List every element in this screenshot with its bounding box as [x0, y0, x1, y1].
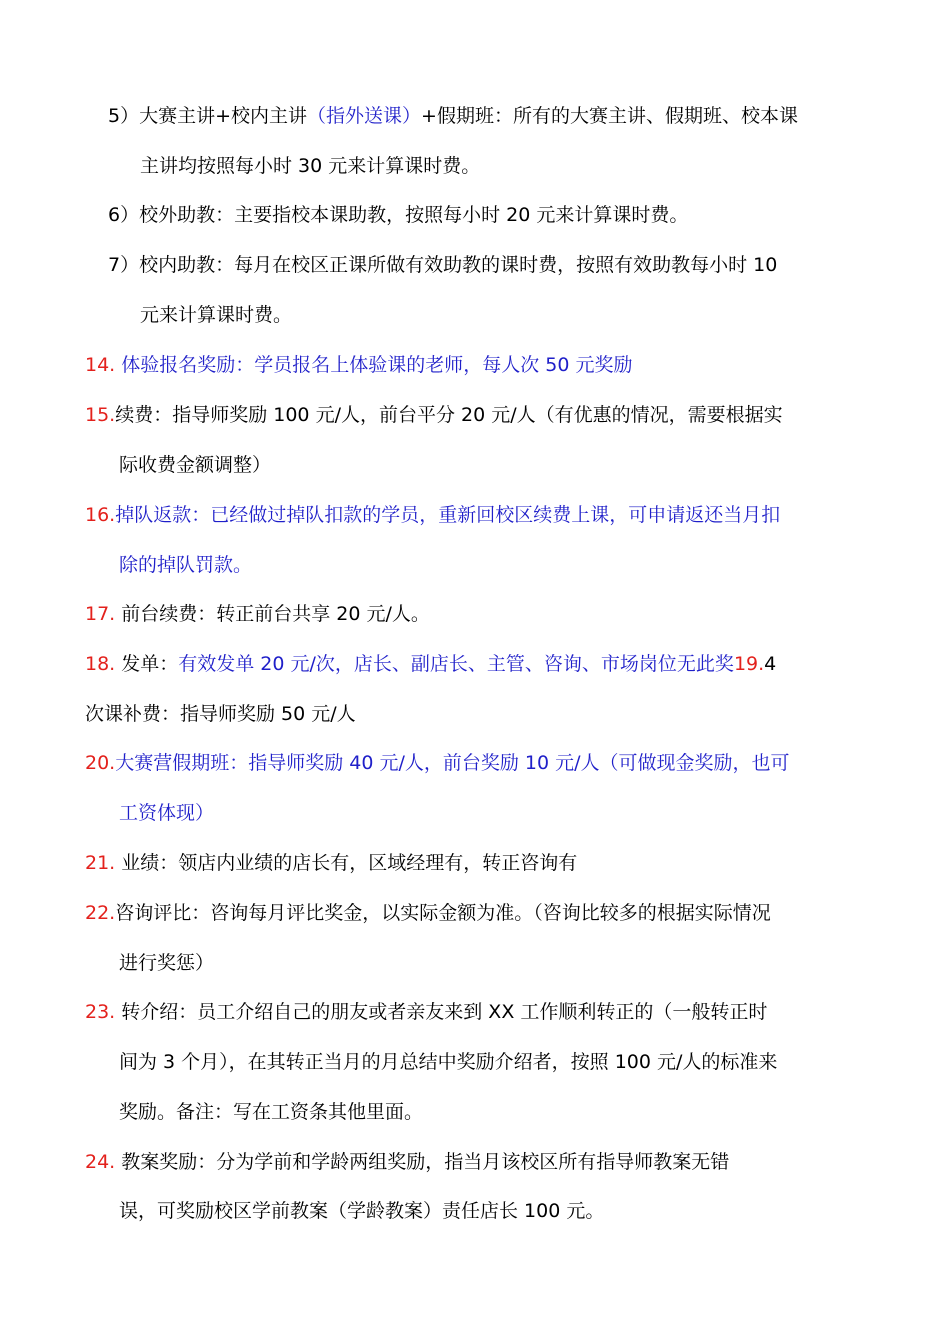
item-16-line-1	[85, 502, 780, 528]
item-23-text-2: 间为 3 个月），在其转正当月的月总结中奖励介绍者，按照 100 元/人的标准来	[119, 1051, 778, 1073]
item-14-line	[85, 352, 633, 378]
item-5-line-1	[108, 103, 798, 129]
item-19-number: 19.	[733, 653, 765, 675]
item-17-number: 17.	[85, 603, 116, 625]
item-5-text-2: 主讲均按照每小时 30 元来计算课时费。	[140, 155, 481, 177]
item-20-number: 20.	[85, 752, 116, 774]
item-16-number: 16.	[85, 504, 116, 526]
item-14-text: 体验报名奖励：学员报名上体验课的老师，每人次 50 元奖励	[115, 354, 633, 376]
item-21-text: 业绩：领店内业绩的店长有，区域经理有，转正咨询有	[115, 852, 578, 874]
item-16-text-2: 除的掉队罚款。	[119, 554, 253, 576]
item-19-text-start: 4	[764, 653, 777, 675]
item-18-text: 有效发单 20 元/次，店长、副店长、主管、咨询、市场岗位无此奖	[178, 653, 734, 675]
item-5-note: （指外送课）	[307, 105, 422, 127]
item-23-line-1	[85, 999, 767, 1025]
item-20-line-2	[119, 800, 214, 826]
item-24-number: 24.	[85, 1151, 116, 1173]
item-17-line	[85, 601, 430, 627]
item-14-number: 14.	[85, 354, 116, 376]
item-6-text: 6）校外助教：主要指校本课助教，按照每小时 20 元来计算课时费。	[108, 204, 689, 226]
item-22-line-1	[85, 900, 771, 926]
item-20-line-1	[85, 750, 790, 776]
item-17-text: 前台续费：转正前台共享 20 元/人。	[115, 603, 430, 625]
item-24-line-1	[85, 1149, 729, 1175]
item-21-number: 21.	[85, 852, 116, 874]
item-23-text-3: 奖励。备注：写在工资条其他里面。	[119, 1101, 424, 1123]
item-7-text: 7）校内助教：每月在校区正课所做有效助教的课时费，按照有效助教每小时 10	[108, 254, 778, 276]
item-15-text-2: 际收费金额调整）	[119, 454, 272, 476]
item-7-line-1	[108, 252, 777, 278]
item-20-text-2: 工资体现）	[119, 802, 215, 824]
item-15-number: 15.	[85, 404, 116, 426]
item-7-line-2	[140, 302, 292, 328]
item-18-line	[85, 651, 776, 677]
item-23-line-3	[119, 1099, 423, 1125]
item-21-line	[85, 850, 577, 876]
item-24-line-2	[119, 1198, 604, 1224]
item-15-text: 续费：指导师奖励 100 元/人，前台平分 20 元/人（有优惠的情况，需要根据实	[115, 404, 783, 426]
item-22-number: 22.	[85, 902, 116, 924]
item-16-text: 掉队返款：已经做过掉队扣款的学员，重新回校区续费上课，可申请返还当月扣	[115, 504, 781, 526]
item-23-number: 23.	[85, 1001, 116, 1023]
item-16-line-2	[119, 552, 252, 578]
item-19-text: 次课补费：指导师奖励 50 元/人	[85, 703, 356, 725]
item-24-text-2: 误，可奖励校区学前教案（学龄教案）责任店长 100 元。	[119, 1200, 605, 1222]
item-23-text: 转介绍：员工介绍自己的朋友或者亲友来到 XX 工作顺利转正的（一般转正时	[115, 1001, 768, 1023]
item-18-number: 18.	[85, 653, 116, 675]
item-7-text-2: 元来计算课时费。	[140, 304, 293, 326]
item-23-line-2	[119, 1049, 777, 1075]
item-18-label: 发单：	[115, 653, 179, 675]
item-20-text: 大赛营假期班：指导师奖励 40 元/人，前台奖励 10 元/人（可做现金奖励，也可	[115, 752, 790, 774]
item-15-line-2	[119, 452, 271, 478]
item-5-line-2	[140, 153, 480, 179]
item-19-line	[85, 701, 356, 727]
item-22-text: 咨询评比：咨询每月评比奖金，以实际金额为准。（咨询比较多的根据实际情况	[115, 902, 771, 924]
item-22-text-2: 进行奖惩）	[119, 952, 215, 974]
item-5-text-cont: +假期班：所有的大赛主讲、假期班、校本课	[421, 105, 798, 127]
item-5-text: 5）大赛主讲+校内主讲	[108, 105, 308, 127]
item-24-text: 教案奖励：分为学前和学龄两组奖励，指当月该校区所有指导师教案无错	[115, 1151, 730, 1173]
item-6-line	[108, 202, 688, 228]
item-22-line-2	[119, 950, 214, 976]
item-15-line-1	[85, 402, 783, 428]
